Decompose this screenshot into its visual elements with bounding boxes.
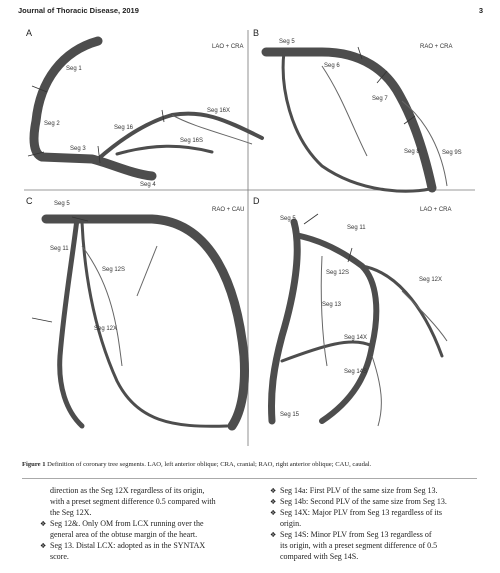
lad-vessel — [266, 52, 432, 188]
label-seg6: Seg 6 — [324, 63, 340, 69]
body-line-text: Seg 14a: First PLV of the same size from Seg 13. — [280, 486, 438, 495]
rca-vessel — [34, 41, 152, 176]
body-line — [40, 508, 255, 518]
body-line-text: Seg 12&. Only OM from LCX running over the — [50, 519, 204, 528]
body-line — [40, 519, 255, 529]
panel-c-view: RAO + CAU — [212, 207, 245, 213]
bullet-icon: ❖ — [40, 542, 47, 550]
seg14x-vessel-d — [282, 342, 372, 361]
body-line — [270, 552, 480, 562]
body-line-text: Seg 14b: Second PLV of the same size from Seg 13. — [280, 497, 447, 506]
label-seg14s-d: Seg 14S — [344, 369, 368, 375]
body-line-text: origin. — [280, 519, 302, 528]
bullet-icon: ❖ — [270, 498, 277, 506]
separator-rule — [22, 478, 477, 479]
caption-label: Figure 1 — [22, 461, 46, 468]
body-line — [270, 541, 480, 551]
body-line-text: direction as the Seg 12X regardless of its origin, — [50, 486, 205, 495]
label-seg15-d: Seg 15 — [280, 412, 300, 418]
tick — [32, 318, 52, 322]
page-number: 3 — [478, 6, 483, 15]
label-seg11-d: Seg 11 — [347, 225, 366, 231]
label-seg12x-d: Seg 12X — [419, 277, 443, 283]
bullet-icon: ❖ — [270, 509, 277, 517]
label-seg13-d: Seg 13 — [322, 302, 342, 308]
label-seg5: Seg 5 — [279, 39, 295, 45]
seg16s-vessel — [117, 146, 212, 154]
label-seg1: Seg 1 — [66, 66, 82, 72]
label-seg8: Seg 8 — [404, 149, 420, 155]
body-line — [40, 541, 255, 551]
lcx-vessel-d — [300, 236, 376, 421]
septal-branch — [322, 66, 367, 156]
body-line-text: compared with Seg 14S. — [280, 552, 359, 561]
figure-caption — [22, 460, 477, 469]
label-seg14x-d: Seg 14X — [344, 335, 368, 341]
label-seg11-c: Seg 11 — [50, 246, 69, 252]
label-seg4: Seg 4 — [140, 182, 156, 188]
body-line — [270, 519, 480, 529]
panel-b-view: RAO + CRA — [420, 44, 453, 50]
lad-vessel-c — [46, 219, 245, 426]
bullet-icon: ❖ — [40, 520, 47, 528]
label-seg12x-c: Seg 12X — [94, 326, 118, 332]
body-line — [270, 497, 480, 507]
lad-vessel-d — [271, 222, 297, 421]
panel-c — [26, 196, 245, 426]
body-left-column — [40, 486, 255, 563]
label-seg7: Seg 7 — [372, 96, 388, 102]
body-line-text: score. — [50, 552, 69, 561]
body-line — [40, 530, 255, 540]
om-branch — [82, 246, 122, 366]
seg14s-branch-d — [372, 356, 381, 426]
body-line-text: with a preset segment difference 0.5 compared with — [50, 497, 216, 506]
label-seg9s: Seg 9S — [442, 150, 462, 156]
bullet-icon: ❖ — [270, 487, 277, 495]
panel-a-view: LAO + CRA — [212, 44, 244, 50]
label-seg3: Seg 3 — [70, 146, 86, 152]
body-line-text: Seg 14X: Major PLV from Seg 13 regardless of its — [280, 508, 442, 517]
body-line — [40, 486, 255, 496]
figure — [22, 26, 477, 451]
journal-title: Journal of Thoracic Disease, 2019 — [18, 6, 139, 15]
panel-c-letter: C — [26, 196, 33, 206]
body-line-text: its origin, with a preset segment difference of 0.5 — [280, 541, 438, 550]
page-header — [18, 4, 483, 18]
panel-a — [26, 28, 262, 188]
label-seg16: Seg 16 — [114, 125, 134, 131]
label-seg16s: Seg 16S — [180, 138, 204, 144]
label-seg5-c: Seg 5 — [54, 201, 70, 207]
label-seg12s-d: Seg 12S — [326, 270, 350, 276]
tick — [304, 214, 318, 224]
body-line-text: Seg 14S: Minor PLV from Seg 13 regardless of — [280, 530, 432, 539]
body-line — [270, 508, 480, 518]
panel-d-view: LAO + CRA — [420, 207, 452, 213]
body-line-text: general area of the obtuse margin of the heart. — [50, 530, 198, 539]
panel-b — [253, 28, 462, 191]
panel-d-letter: D — [253, 196, 260, 206]
bullet-icon: ❖ — [270, 531, 277, 539]
body-line — [270, 486, 480, 496]
panel-d — [253, 196, 452, 426]
body-right-column — [270, 486, 480, 563]
label-seg12s-c: Seg 12S — [102, 267, 126, 273]
body-line — [40, 497, 255, 507]
body-line — [270, 530, 480, 540]
body-line — [40, 552, 255, 562]
body-line-text: Seg 13. Distal LCX: adopted as in the SYNTAX — [50, 541, 206, 550]
caption-text: Definition of coronary tree segments. LAO, left anterior oblique; CRA, cranial; RAO, right anterior oblique; CAU, caudal. — [47, 461, 372, 468]
panel-a-letter: A — [26, 28, 33, 38]
label-seg16x: Seg 16X — [207, 108, 231, 114]
label-seg2: Seg 2 — [44, 121, 60, 127]
seg12s-branch — [137, 246, 157, 296]
panel-b-letter: B — [253, 28, 260, 38]
body-line-text: the Seg 12X. — [50, 508, 92, 517]
coronary-diagram — [22, 26, 477, 451]
label-seg5-d: Seg 5 — [280, 216, 296, 222]
